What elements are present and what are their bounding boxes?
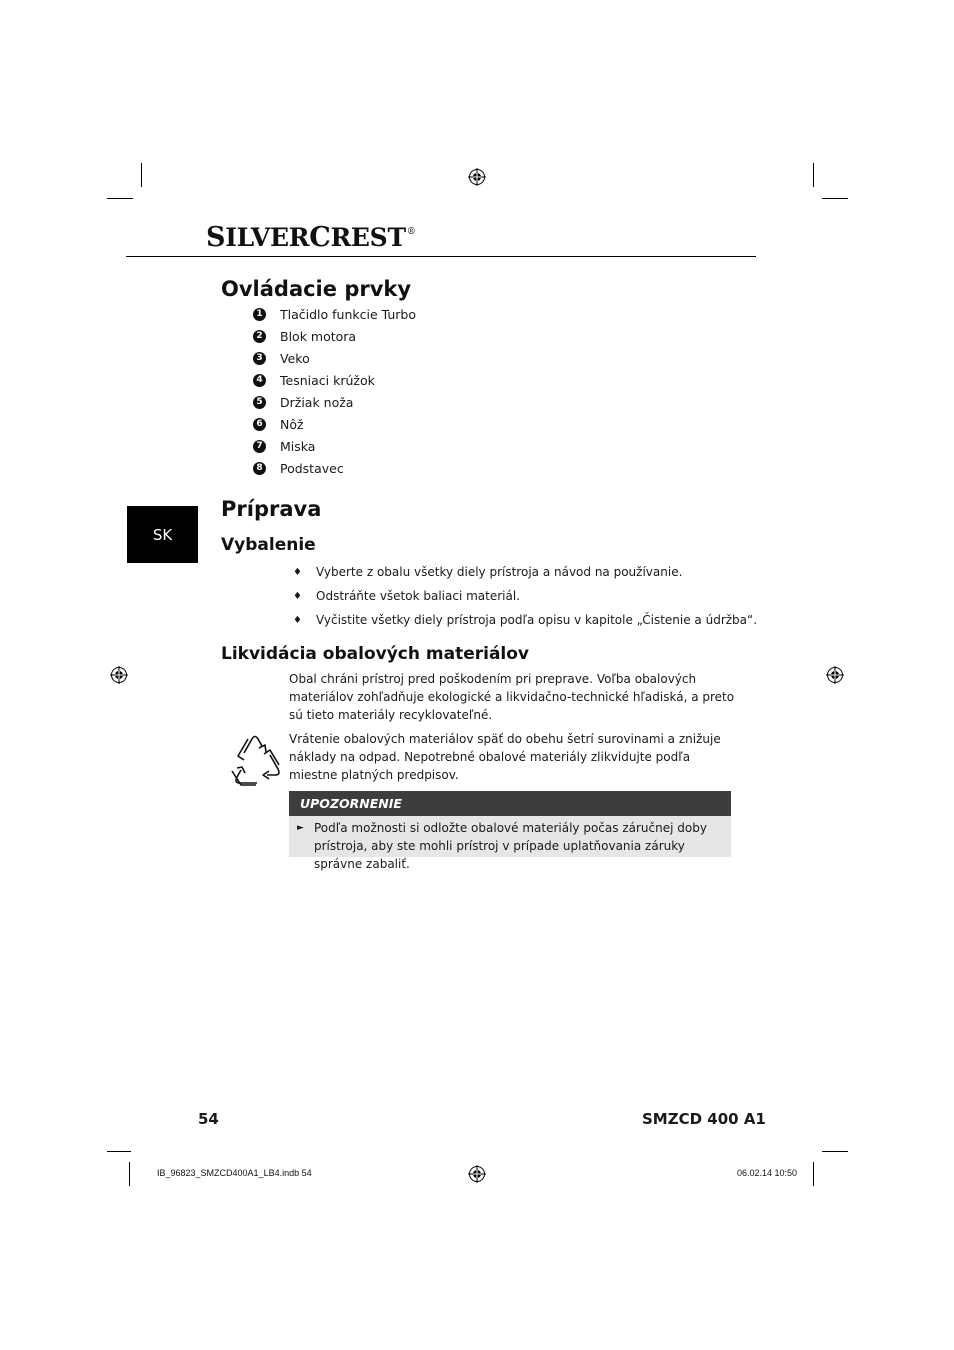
note-text: Podľa možnosti si odložte obalové materiály počas záručnej doby prístroja, aby ste mohli prístroj v prípade uplatňovania záruky správne zabaliť.: [314, 821, 707, 871]
crop-mark: [141, 163, 142, 187]
crop-mark: [107, 1151, 131, 1152]
language-tab: SK: [127, 506, 198, 563]
item-number: 2: [253, 330, 266, 343]
item-number: 7: [253, 440, 266, 453]
recycle-icon: [226, 731, 284, 787]
note-body: [289, 816, 731, 871]
registration-mark-icon: [468, 1165, 486, 1183]
list-item: [253, 371, 375, 389]
registration-mark-icon: [826, 666, 844, 684]
crop-mark: [822, 198, 848, 199]
bullet-icon: ♦: [293, 591, 302, 602]
registration-mark-icon: [468, 168, 486, 186]
item-label: Veko: [280, 350, 310, 366]
item-number: 8: [253, 462, 266, 475]
item-label: Nôž: [280, 416, 304, 432]
crop-mark: [107, 198, 133, 199]
list-item: [253, 393, 353, 411]
brand-logo: SILVERCREST®: [206, 222, 416, 253]
disposal-title: Likvidácia obalových materiálov: [221, 644, 530, 664]
crop-mark: [822, 1151, 848, 1152]
list-item: [253, 415, 304, 433]
item-number: 5: [253, 396, 266, 409]
list-item: [253, 459, 344, 477]
crop-mark: [813, 1162, 814, 1186]
slug-date: 06.02.14 10:50: [737, 1168, 798, 1178]
model-name: SMZCD 400 A1: [642, 1110, 766, 1128]
list-item: [253, 305, 416, 323]
unpacking-title: Vybalenie: [221, 535, 316, 555]
item-label: Tlačidlo funkcie Turbo: [280, 306, 417, 322]
slug-file: IB_96823_SMZCD400A1_LB4.indb 54: [157, 1168, 312, 1178]
disposal-paragraph: Vrátenie obalových materiálov späť do obehu šetrí surovinami a znižuje náklady na odpad. Nepotrebné obalové materiály zlikvidujte podľa miestne platných predpisov.: [289, 732, 721, 782]
item-number: 3: [253, 352, 266, 365]
item-label: Podstavec: [280, 460, 344, 476]
arrow-icon: ►: [297, 823, 304, 833]
list-item: [253, 437, 315, 455]
crop-mark: [813, 163, 814, 187]
item-number: 1: [253, 308, 266, 321]
crop-mark: [129, 1162, 130, 1186]
item-label: Tesniaci krúžok: [280, 372, 375, 388]
registration-mark-icon: [110, 666, 128, 684]
item-label: Blok motora: [280, 328, 357, 344]
controls-title: Ovládacie prvky: [221, 277, 412, 301]
header-rule: [126, 256, 756, 257]
preparation-title: Príprava: [221, 497, 322, 521]
note-heading: UPOZORNENIE: [289, 791, 731, 816]
bullet-icon: ♦: [293, 567, 302, 578]
item-label: Miska: [280, 438, 316, 454]
bullet-icon: ♦: [293, 615, 302, 626]
list-item: [253, 327, 356, 345]
item-label: Držiak noža: [280, 394, 354, 410]
list-item: ♦ Vyberte z obalu všetky diely prístroja a návod na používanie.: [293, 565, 683, 579]
item-number: 6: [253, 418, 266, 431]
page-number: 54: [198, 1110, 219, 1128]
list-item: ♦ Vyčistite všetky diely prístroja podľa opisu v kapitole „Čistenie a údržba“.: [293, 613, 758, 627]
list-item: [253, 349, 310, 367]
disposal-paragraph: Obal chráni prístroj pred poškodením pri preprave. Voľba obalových materiálov zohľadňuje ekologické a likvidačno-technické hľadiská, a preto sú tieto materiály recyklovateľné.: [289, 672, 735, 722]
item-number: 4: [253, 374, 266, 387]
list-item: ♦ Odstráňte všetok baliaci materiál.: [293, 589, 520, 603]
